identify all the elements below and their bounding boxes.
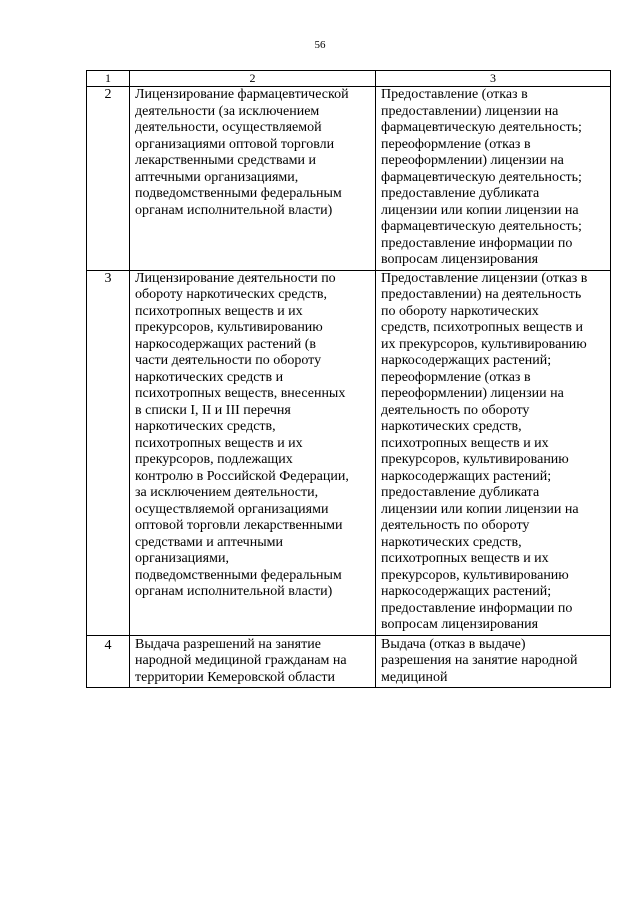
cell-text-line: разрешения на занятие народной: [381, 653, 578, 668]
cell-text-line: средствами и аптечными: [135, 534, 283, 550]
cell-text-line: осуществляемой организациями: [135, 501, 329, 517]
cell-text-line: фармацевтическую деятельность;: [381, 219, 582, 234]
cell-text-line: переоформлении) лицензии на: [381, 386, 564, 401]
cell-text-line: их прекурсоров, культивированию: [381, 336, 587, 352]
cell-text-line: народной медициной гражданам на: [135, 653, 347, 668]
cell-text-line: наркотических средств,: [135, 419, 276, 434]
cell-text-line: органам исполнительной власти): [135, 584, 333, 599]
table-header-row: [87, 71, 611, 87]
cell-text-line: вопросам лицензирования: [381, 252, 539, 267]
cell-text-line: предоставление информации по: [381, 235, 573, 251]
cell-text-line: лицензии или копии лицензии на: [381, 501, 579, 517]
cell-text-line: деятельности (за исключением: [135, 103, 320, 119]
cell-text-line: переоформление (отказ в: [381, 369, 531, 385]
cell-text-line: Выдача (отказ в выдаче): [381, 636, 526, 652]
cell-text-line: наркосодержащих растений;: [381, 468, 552, 484]
cell-text-line: организациями,: [135, 551, 229, 566]
row-number: 4: [87, 635, 130, 688]
cell-text-line: обороту наркотических средств,: [135, 287, 328, 302]
cell-text-line: наркотических средств и: [135, 369, 284, 385]
row-number: 3: [87, 270, 130, 635]
cell-text-line: прекурсоров, культивированию: [381, 452, 569, 467]
cell-text-line: Предоставление лицензии (отказ в: [381, 270, 588, 286]
cell-text-line: в списки I, II и III перечня: [135, 402, 291, 418]
cell-text-line: наркосодержащих растений;: [381, 353, 552, 368]
table-row: [87, 635, 611, 688]
service-name-cell: [130, 635, 376, 688]
cell-text-line: Лицензирование фармацевтической: [135, 87, 349, 102]
row-number: 2: [87, 87, 130, 271]
cell-text-line: предоставление дубликата: [381, 186, 540, 201]
cell-text-line: лекарственными средствами и: [135, 153, 317, 168]
service-action-cell: [376, 270, 611, 635]
service-name-cell: [130, 270, 376, 635]
cell-text-line: Выдача разрешений на занятие: [135, 636, 321, 652]
cell-text-line: организациями оптовой торговли: [135, 136, 335, 152]
cell-text-line: наркосодержащих растений;: [381, 584, 552, 599]
page-number: 56: [314, 39, 326, 51]
cell-text-line: за исключением деятельности,: [135, 485, 319, 500]
cell-text-line: переоформление (отказ в: [381, 136, 531, 152]
cell-text-line: средств, психотропных веществ и: [381, 320, 583, 335]
cell-text-line: психотропных веществ, внесенных: [135, 386, 346, 401]
cell-text-line: Предоставление (отказ в: [381, 87, 528, 102]
cell-text-line: переоформлении) лицензии на: [381, 153, 564, 168]
cell-text-line: территории Кемеровской области: [135, 669, 335, 685]
cell-text-line: прекурсоров, подлежащих: [135, 452, 293, 467]
service-action-cell: [376, 87, 611, 271]
cell-text-line: деятельность по обороту: [381, 402, 530, 418]
cell-text-line: прекурсоров, культивированию: [135, 320, 323, 335]
service-action-cell: [376, 635, 611, 688]
cell-text-line: прекурсоров, культивированию: [381, 567, 569, 583]
cell-text-line: предоставлении) на деятельность: [381, 287, 582, 302]
cell-text-line: Лицензирование деятельности по: [135, 270, 336, 286]
services-table: [86, 70, 611, 688]
cell-text-line: наркосодержащих растений (в: [135, 336, 316, 352]
cell-text-line: органам исполнительной власти): [135, 202, 333, 218]
cell-text-line: фармацевтическую деятельность;: [381, 169, 582, 185]
cell-text-line: предоставление дубликата: [381, 485, 540, 500]
cell-text-line: части деятельности по обороту: [135, 353, 322, 368]
cell-text-line: психотропных веществ и их: [381, 435, 549, 451]
cell-text-line: оптовой торговли лекарственными: [135, 518, 343, 533]
cell-text-line: фармацевтическую деятельность;: [381, 120, 582, 135]
cell-text-line: наркотических средств,: [381, 419, 522, 434]
cell-text-line: предоставление информации по: [381, 600, 573, 616]
cell-text-line: деятельность по обороту: [381, 518, 530, 533]
header-cell-1: 1: [87, 71, 130, 87]
header-cell-2: 2: [130, 71, 376, 87]
cell-text-line: психотропных веществ и их: [381, 551, 549, 566]
cell-text-line: вопросам лицензирования: [381, 617, 539, 632]
cell-text-line: лицензии или копии лицензии на: [381, 202, 579, 218]
cell-text-line: деятельности, осуществляемой: [135, 120, 322, 135]
cell-text-line: предоставлении) лицензии на: [381, 103, 559, 119]
cell-text-line: по обороту наркотических: [381, 303, 539, 319]
service-name-cell: [130, 87, 376, 271]
table-row: [87, 270, 611, 635]
cell-text-line: подведомственными федеральным: [135, 567, 342, 583]
cell-text-line: психотропных веществ и их: [135, 303, 303, 319]
header-cell-3: 3: [376, 71, 611, 87]
cell-text-line: психотропных веществ и их: [135, 435, 303, 451]
cell-text-line: медициной: [381, 669, 448, 685]
cell-text-line: наркотических средств,: [381, 534, 522, 550]
cell-text-line: контролю в Российской Федерации,: [135, 468, 349, 484]
table-row: [87, 87, 611, 271]
cell-text-line: аптечными организациями,: [135, 169, 299, 185]
cell-text-line: подведомственными федеральным: [135, 186, 342, 201]
